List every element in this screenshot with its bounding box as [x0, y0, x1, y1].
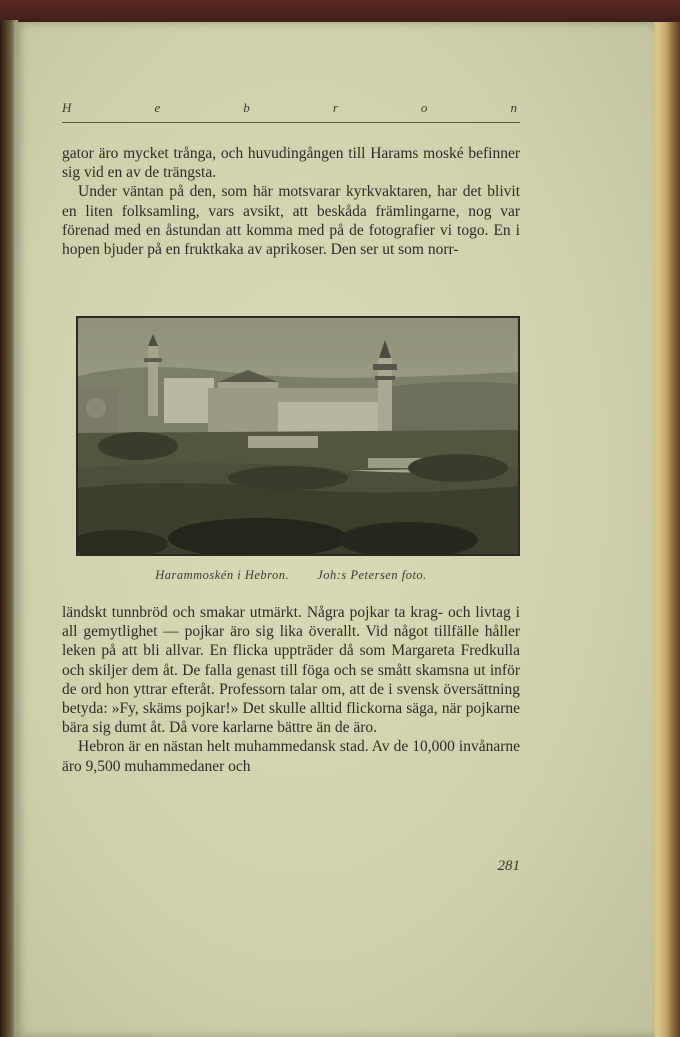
mosque-photograph [76, 316, 520, 556]
caption-credit: Joh:s Petersen foto. [317, 568, 427, 582]
running-head-letter: b [243, 100, 250, 115]
running-head-letter: r [332, 100, 338, 115]
running-head-letter: n [510, 100, 517, 115]
page-number: 281 [497, 858, 520, 874]
photo-image [78, 318, 518, 554]
paragraph: Under väntan på den, som här motsvarar kyrkvaktaren, har det blivit en liten folksamling, vars avsikt, att beskåda främlingarne, nog var förenad med en åstundan att komma med på de fotografier vi togo. En i hopen bjuder på en fruktkaka av aprikoser. Den ser ut som norr- [62, 183, 520, 259]
running-head [62, 100, 517, 116]
running-head-letter: o [420, 100, 428, 115]
paragraph: ländskt tunnbröd och smakar utmärkt. Några pojkar ta krag- och livtag i all gemytlighet — pojkar äro sig lika överallt. Vid något tillfälle håller leken på att bli allvar. En flicka uppträder då som Margareta Fredkulla och skiljer dem åt. De falla genast till föga och se smått skamsna ut inför de ord hon yttrar efteråt. Professorn talar om, att de i svensk översättning betyda: »Fy, skäms pojkar!» Det skulle alltid flickorna säga, när pojkarne bära sig dumt åt. Då vore karlarne bättre än de äro. [62, 604, 520, 737]
photo-caption [62, 568, 520, 583]
running-head-letter: e [154, 100, 161, 115]
body-text-top [62, 144, 520, 259]
paragraph: Hebron är en nästan helt muhammedansk stad. Av de 10,000 invånarne äro 9,500 muhammedaner och [62, 738, 520, 775]
header-rule [62, 122, 520, 123]
paragraph: gator äro mycket trånga, och huvudingången till Harams moské befinner sig vid en av de trängsta. [62, 145, 520, 182]
body-text-bottom [62, 603, 520, 776]
running-head-letter: H [62, 100, 72, 115]
caption-title: Harammoskén i Hebron. [155, 568, 290, 582]
